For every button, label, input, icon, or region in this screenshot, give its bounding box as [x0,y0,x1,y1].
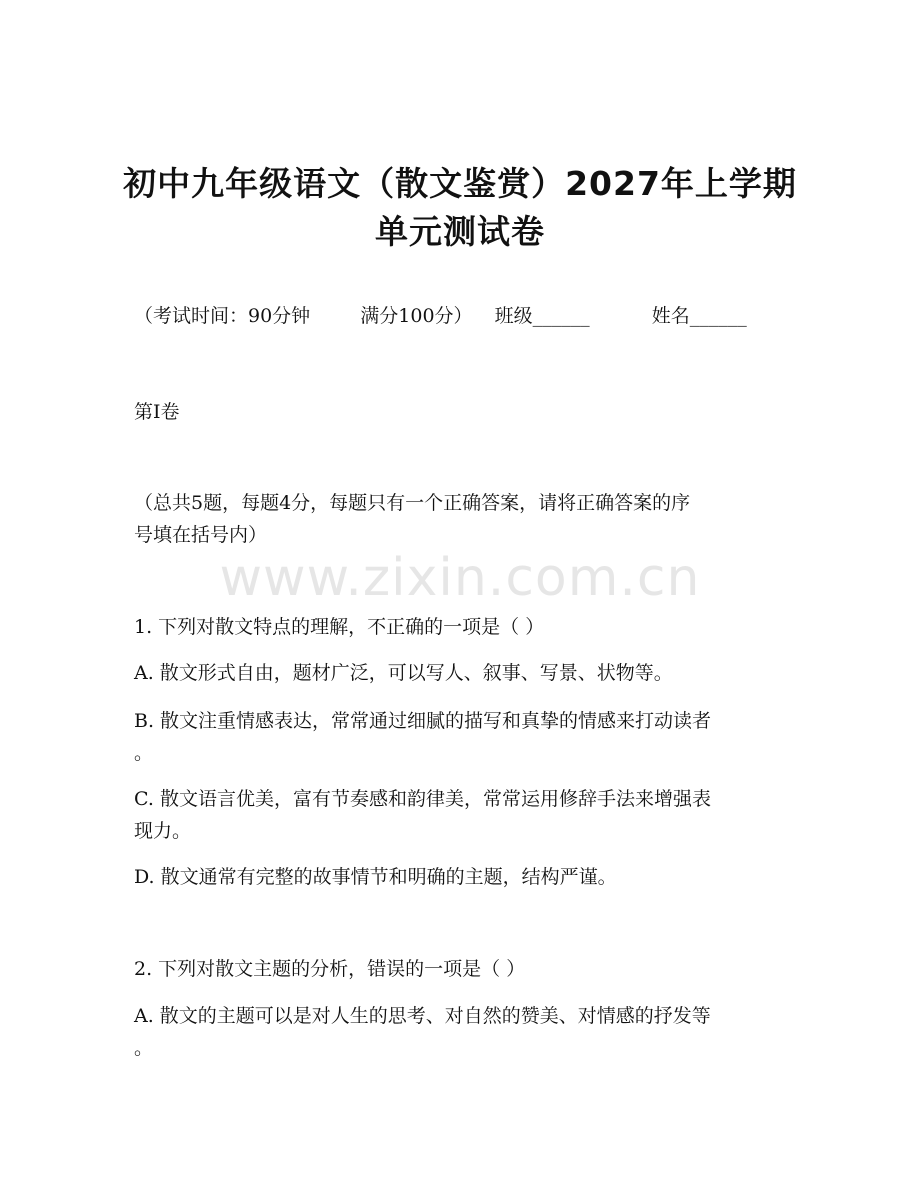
exam-score: 满分100分） [360,305,473,327]
question-2-option-a-cont: 。 [134,1037,154,1059]
name-field: 姓名______ [651,305,747,327]
question-1-stem: 1. 下列对散文特点的理解，不正确的一项是（ ） [134,616,545,638]
question-1-option-a: A. 散文形式自由，题材广泛，可以写人、叙事、写景、状物等。 [134,662,673,684]
watermark: www.zixin.com.cn [219,548,701,608]
question-1-option-b-cont: 。 [134,742,154,764]
title-line-1: 初中九年级语文（散文鉴赏）2027年上学期 [123,164,797,203]
instruction-line-1: （总共5题，每题4分，每题只有一个正确答案，请将正确答案的序 [134,492,691,514]
question-2-option-a: A. 散文的主题可以是对人生的思考、对自然的赞美、对情感的抒发等 [134,1005,711,1027]
question-1-option-c-cont: 现力。 [134,820,192,842]
section-heading: 第I卷 [134,401,180,423]
class-field: 班级______ [494,305,590,327]
question-1-option-d: D. 散文通常有完整的故事情节和明确的主题，结构严谨。 [134,866,617,888]
exam-time: （考试时间：90分钟 [134,305,311,327]
instruction-line-2: 号填在括号内） [134,524,268,546]
exam-info [134,301,747,328]
title-line-2: 单元测试卷 [375,212,545,251]
question-1-option-c: C. 散文语言优美，富有节奏感和韵律美，常常运用修辞手法来增强表 [134,788,711,810]
question-2-stem: 2. 下列对散文主题的分析，错误的一项是（ ） [134,958,526,980]
question-1-option-b: B. 散文注重情感表达，常常通过细腻的描写和真挚的情感来打动读者 [134,710,712,732]
